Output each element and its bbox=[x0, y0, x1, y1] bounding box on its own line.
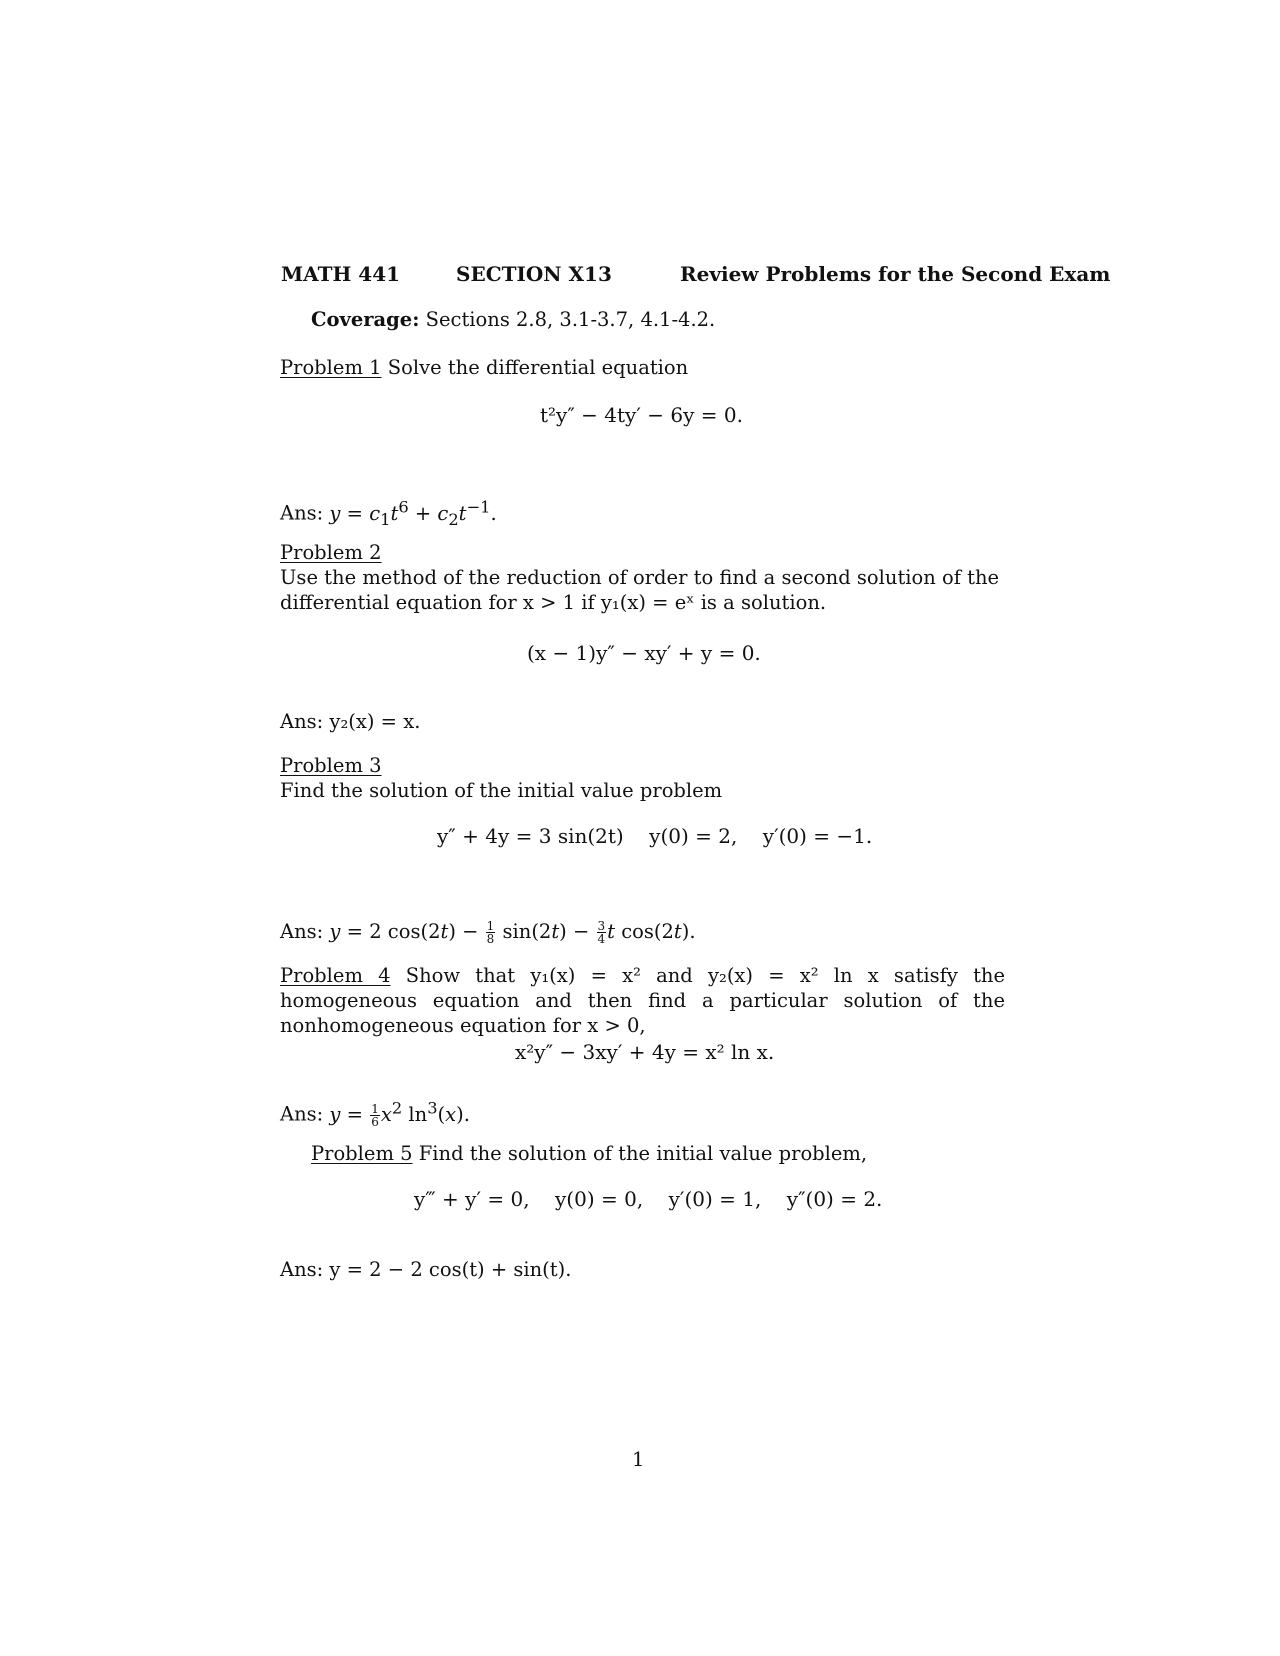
coverage-line bbox=[311, 308, 715, 331]
problem-1-answer bbox=[280, 497, 497, 528]
problem-2-equation: (x − 1)y″ − xy′ + y = 0. bbox=[527, 641, 761, 665]
answer-prefix: Ans: bbox=[280, 501, 324, 525]
problem-3-answer bbox=[280, 920, 696, 945]
problem-5-answer bbox=[280, 1258, 571, 1281]
answer-prefix: Ans: bbox=[280, 1102, 324, 1126]
problem-5-label: Problem 5 bbox=[311, 1142, 413, 1165]
problem-5-statement: Find the solution of the initial value problem, bbox=[418, 1142, 868, 1165]
problem-1-answer-expression: $y = c_1t^6 + c_2t^{-1}$. bbox=[329, 497, 497, 529]
problem-1-label: Problem 1 bbox=[280, 356, 382, 379]
answer-prefix: Ans: bbox=[280, 710, 324, 733]
problem-4-label: Problem 4 bbox=[280, 964, 391, 987]
problem-4-answer bbox=[280, 1098, 470, 1128]
problem-1-statement: Solve the differential equation bbox=[387, 356, 689, 379]
section-label: SECTION X13 bbox=[456, 262, 612, 286]
course-code: MATH 441 bbox=[281, 262, 401, 286]
coverage-label: Coverage: bbox=[311, 308, 420, 331]
problem-2-answer-expression: y₂(x) = x. bbox=[329, 710, 421, 733]
problem-3-equation: y″ + 4y = 3 sin(2t) y(0) = 2, y′(0) = −1. bbox=[437, 824, 873, 848]
problem-3-statement: Find the solution of the initial value problem bbox=[280, 779, 723, 802]
problem-3-answer-expression: y = 2 cos(2t) − $\frac{1}{8}$ sin(2t) − $\frac{3}{4}$ t cos(2t). bbox=[329, 919, 696, 946]
problem-1-heading bbox=[280, 356, 688, 379]
problem-5-heading bbox=[311, 1142, 867, 1165]
problem-3-label: Problem 3 bbox=[280, 754, 382, 777]
problem-4-equation: x²y″ − 3xy′ + 4y = x² ln x. bbox=[515, 1040, 775, 1064]
problem-2-statement: Use the method of the reduction of order to find a second solution of the differential equation for x > 1 if y₁(x) = eˣ is a solution. bbox=[280, 566, 1000, 614]
problem-4-block bbox=[280, 963, 1005, 1038]
answer-prefix: Ans: bbox=[280, 920, 324, 943]
problem-4-statement: Show that y₁(x) = x² and y₂(x) = x² ln x satisfy the homogeneous equation and then find a particular solution of the nonhomogeneous equation for x > 0, bbox=[280, 964, 1006, 1037]
problem-4-answer-expression: y = $\frac{1}{6}$ $x^2$ $\ln^3(x)$. bbox=[329, 1098, 470, 1129]
answer-prefix: Ans: bbox=[280, 1258, 324, 1281]
problem-2-answer bbox=[280, 710, 420, 733]
problem-2-label: Problem 2 bbox=[280, 541, 382, 564]
document-title: Review Problems for the Second Exam bbox=[680, 262, 1111, 286]
page-number: 1 bbox=[632, 1448, 645, 1471]
problem-1-equation: t²y″ − 4ty′ − 6y = 0. bbox=[540, 403, 743, 427]
problem-5-equation: y‴ + y′ = 0, y(0) = 0, y′(0) = 1, y″(0) = 2. bbox=[414, 1187, 883, 1211]
problem-5-answer-expression: y = 2 − 2 cos(t) + sin(t). bbox=[329, 1258, 572, 1281]
coverage-text: Sections 2.8, 3.1-3.7, 4.1-4.2. bbox=[425, 308, 716, 331]
